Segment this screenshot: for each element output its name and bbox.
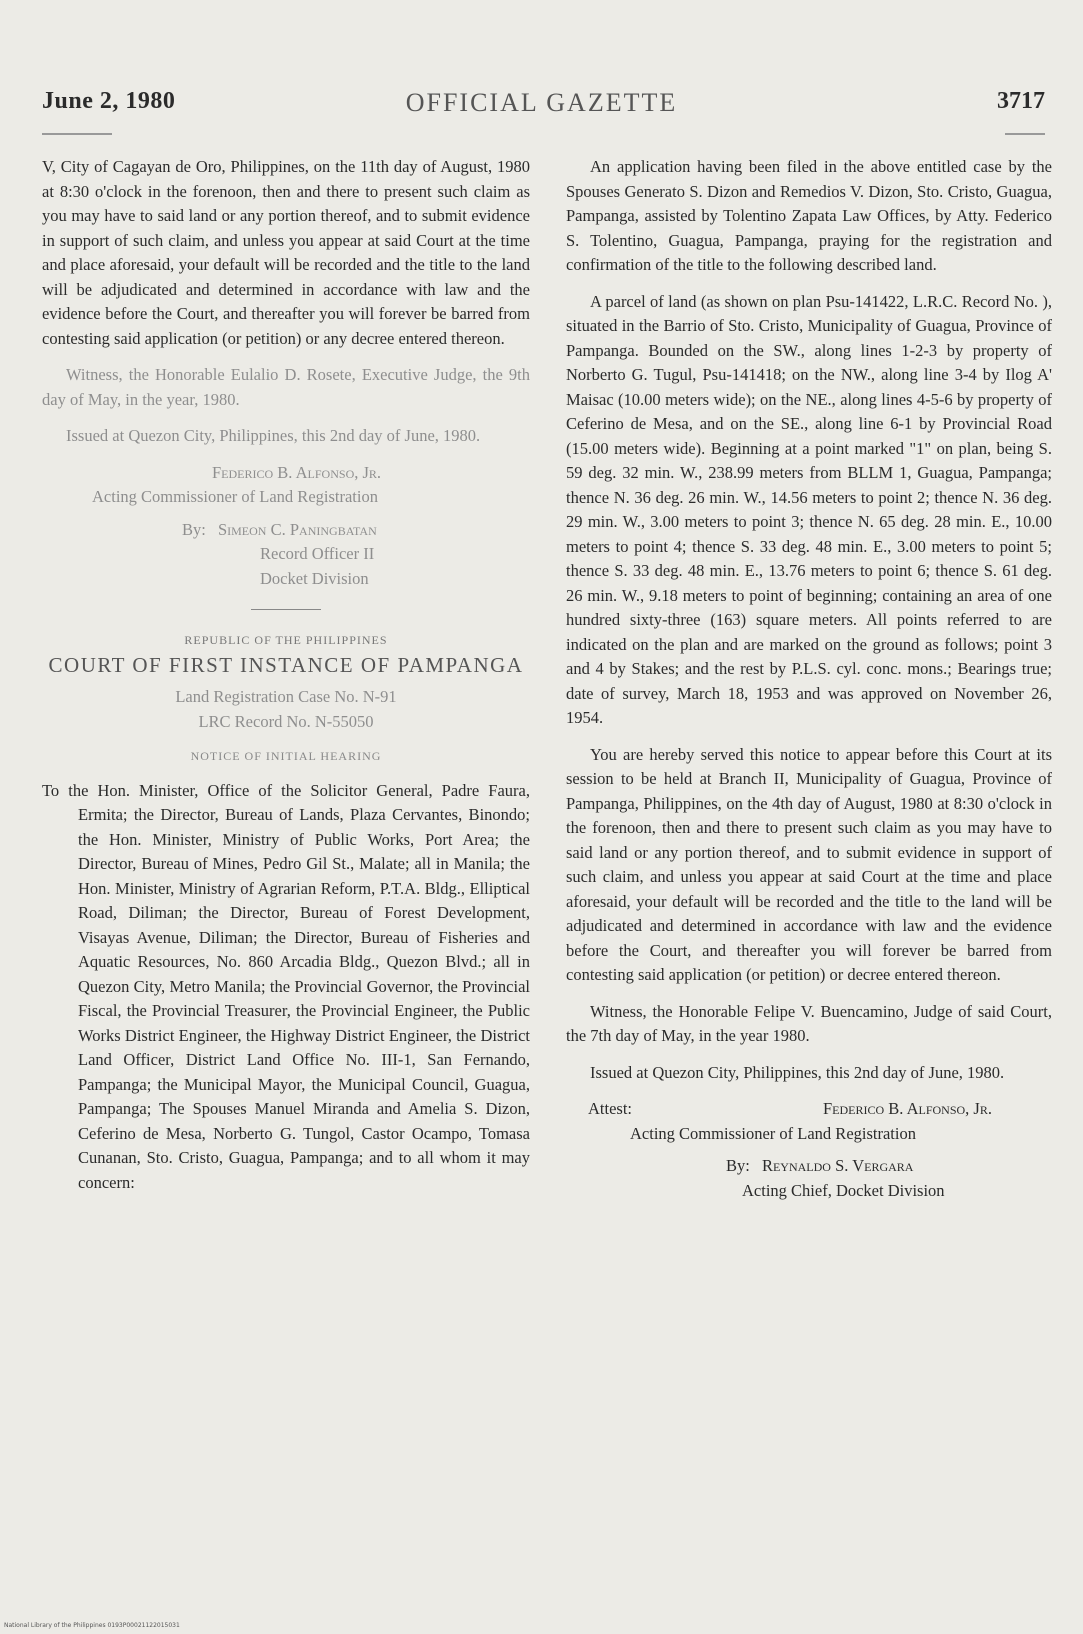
- by-title-2: Docket Division: [260, 568, 369, 588]
- signatory-name: Federico B. Alfonso, Jr.: [212, 462, 382, 482]
- record-number: LRC Record No. N-55050: [198, 711, 374, 731]
- issue-date: June 2, 1980: [42, 88, 176, 114]
- attest-signatory-title: Acting Commissioner of Land Registration: [630, 1123, 916, 1143]
- attest-label: Attest:: [588, 1099, 632, 1118]
- left-column: [42, 155, 530, 1207]
- section-divider: [251, 609, 321, 610]
- attest-signatory-name: Federico B. Alfonso, Jr.: [822, 1099, 992, 1118]
- attest-by-title: Acting Chief, Docket Division: [742, 1180, 945, 1200]
- application-paragraph: An application having been filed in the above entitled case by the Spouses Generato S. Dizon and Remedios V. Dizon, Sto. Cristo, Guagua, Pampanga, assisted by Tolentino Zapata Law Offices, by Atty. Federico S. Tolentino, Guagua, Pampanga, praying for the registration and confirmation of the title to the following described land.: [566, 157, 1052, 274]
- witness-paragraph: Witness, the Honorable Eulalio D. Rosete, Executive Judge, the 9th day of May, in the year, 1980.: [42, 365, 530, 409]
- served-paragraph: You are hereby served this notice to appear before this Court at its session to be held at Branch II, Municipality of Guagua, Province of Pampanga, Philippines, on the 4th day of August, 1980 at 8:30 o'clock in the forenoon, then and there to present such claim as you may have to said land or any portion thereof, and to submit evidence in support of such claim, and unless you appear at said Court at the time and place aforesaid, your default will be recorded and the title to the land will be adjudicated and determined in accordance with law and the evidence before the Court, and thereafter you will forever be barred from contesting said application (or petition) or decree entered thereon.: [566, 744, 1052, 984]
- court-heading: COURT OF FIRST INSTANCE OF PAMPANGA: [48, 652, 524, 677]
- page-header: [0, 88, 1083, 128]
- right-column: [566, 155, 1052, 1203]
- case-number: Land Registration Case No. N-91: [175, 687, 397, 706]
- page-number: 3717: [997, 88, 1045, 114]
- attest-by-label: By:: [726, 1156, 750, 1175]
- witness-paragraph-right: Witness, the Honorable Felipe V. Buencamino, Judge of said Court, the 7th day of May, in the year 1980.: [566, 1001, 1052, 1045]
- parcel-description: A parcel of land (as shown on plan Psu-141422, L.R.C. Record No. ), situated in the Barrio of Sto. Cristo, Municipality of Guagua, Province of Pampanga. Bounded on the SW., along lines 1-2-3 by property of Norberto G. Tugul, Psu-141418; on the NW., along line 3-4 by Ilog A' Maisac (10.00 meters wide); on the NE., along lines 4-5-6 by property of Ceferino de Mesa, and on the SE., along line 6-1 by Provincial Road (15.00 meters wide). Beginning at a point marked "1" on plan, being S. 59 deg. 32 min. W., 238.99 meters from BLLM 1, Guagua, Pampanga; thence N. 36 deg. 26 min. W., 14.56 meters to point 2; thence N. 36 deg. 29 min. W., 3.00 meters to point 3; thence N. 65 deg. 28 min. E., 10.00 meters to point 4; thence S. 33 deg. 48 min. E., 3.00 meters to point 5; thence S. 33 deg. 48 min. E., 13.76 meters to point 6; thence S. 61 deg. 26 min. W., 9.18 meters to point of beginning; containing an area of one hundred sixty-three (163) square meters. All points referred to are indicated on the plan and are marked on the ground as follows; point 3 and 4 by Stakes; and the rest by P.L.S. cyl. conc. mons.; Bearings true; date of survey, March 18, 1953 and was approved on November 26, 1954.: [566, 291, 1052, 727]
- header-rule-left: [42, 133, 112, 135]
- by-name: Simeon C. Paningbatan: [217, 519, 377, 539]
- attest-by-line: [566, 1154, 1052, 1179]
- scan-footer: National Library of the Philippines 0193P00021122015031: [4, 1622, 180, 1629]
- by-line: [42, 518, 530, 543]
- republic-heading: REPUBLIC OF THE PHILIPPINES: [184, 633, 388, 647]
- attest-line: [566, 1097, 1052, 1122]
- by-label: By:: [182, 519, 206, 539]
- issued-paragraph-right: Issued at Quezon City, Philippines, this 2nd day of June, 1980.: [590, 1062, 1005, 1082]
- attest-by-name: Reynaldo S. Vergara: [761, 1156, 914, 1175]
- addressees-paragraph: To the Hon. Minister, Office of the Solicitor General, Padre Faura, Ermita; the Director, Bureau of Lands, Plaza Cervantes, Binondo; the Hon. Minister, Ministry of Public Works, Port Area; the Director, Bureau of Mines, Pedro Gil St., Malate; all in Manila; the Hon. Minister, Ministry of Agrarian Reform, P.T.A. Bldg., Elliptical Road, Diliman; the Director, Bureau of Forest Development, Visayas Avenue, Diliman; the Director, Bureau of Fisheries and Aquatic Resources, No. 860 Arcadia Bldg., Quezon Blvd.; all in Quezon City, Metro Manila; the Provincial Governor, the Provincial Fiscal, the Provincial Treasurer, the Provincial Engineer, the Public Works District Engineer, the Highway District Engineer, the District Land Officer, District Land Office No. III-1, San Fernando, Pampanga; the Municipal Mayor, the Municipal Council, Guagua, Pampanga; The Spouses Manuel Miranda and Amelia S. Dizon, Ceferino de Mesa, Norberto G. Tungol, Castor Ocampo, Tomasa Cunanan, Sto. Cristo, Guagua, Pampanga; and to all whom it may concern:: [42, 780, 530, 1192]
- notice-heading: NOTICE OF INITIAL HEARING: [190, 749, 382, 763]
- continuation-paragraph: V, City of Cagayan de Oro, Philippines, on the 11th day of August, 1980 at 8:30 o'clock in the forenoon, then and there to present such claim as you may have to said land or any portion thereof, and to submit evidence in support of such claim, and unless you appear at said Court at the time and place aforesaid, your default will be recorded and the title to the land will be adjudicated and determined in accordance with law and the evidence before the Court, and thereafter you will forever be barred from contesting said application (or petition) or any decree entered thereon.: [42, 157, 530, 348]
- by-title-1: Record Officer II: [260, 544, 375, 563]
- signatory-title: Acting Commissioner of Land Registration: [92, 487, 378, 506]
- gazette-title: OFFICIAL GAZETTE: [405, 88, 678, 117]
- issued-paragraph: Issued at Quezon City, Philippines, this 2nd day of June, 1980.: [66, 426, 481, 445]
- header-rule-right: [1005, 133, 1045, 135]
